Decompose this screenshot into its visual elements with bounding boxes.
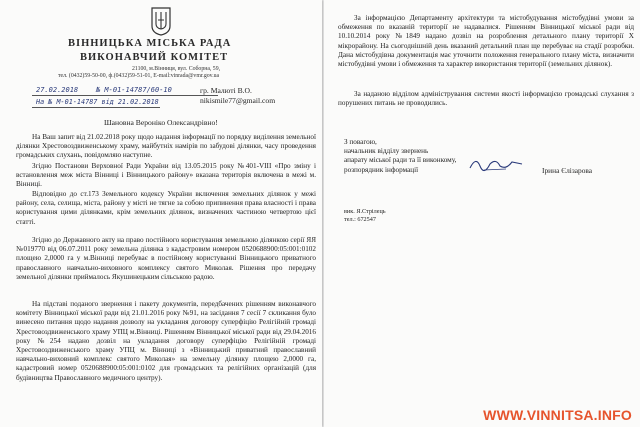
committee-name: ВИКОНАВЧИЙ КОМІТЕТ	[80, 52, 229, 63]
closing-line: апарату міської ради та її виконкому,	[344, 156, 457, 165]
outgoing-date: 27.02.2018	[36, 86, 79, 94]
paragraph-3: Відповідно до ст.173 Земельного кодексу України включення земельних ділянок у межі району, села, селища, міста, району у місті не тягне за собою припинення права власності і права користування цими ділянками, крім земельних ділянок, визначених частиною четвертою цієї статті.	[16, 190, 316, 226]
paragraph-2: Згідно Постанови Верховної Ради України від 13.05.2015 року №401-VIII «Про зміну і встановлення меж міста Вінниці і Вінницького району» вказана територія включена в межі м. Вінниці.	[16, 162, 316, 189]
paragraph-4: Згідно до Державного акту на право постійного користування земельною ділянкою серії ЯЯ №019770 від 06.07.2011 року земельна ділянка з кадастровим номером 0520688900:05:001:0102 площею 2,0000 га у м.Вінниці перебуває в постійному користуванні Вінницького приватного православного навчально-виховного комплексу святого Миколая. Рішення про передачу земельної ділянки приймалось Якушинецьким сільською радою.	[16, 236, 316, 281]
executor-name: вик. Я.Стрілець	[344, 208, 386, 215]
reply-reference: На № М-01-14787 від 21.02.2018	[36, 98, 159, 106]
coat-of-arms-icon	[150, 6, 172, 36]
council-name: ВІННИЦЬКА МІСЬКА РАДА	[68, 38, 232, 49]
signature-icon	[466, 154, 526, 174]
recipient-email: nikismile77@gmail.com	[200, 96, 276, 105]
page2-paragraph-2: За наданою відділом адміністрування системи якості інформацією громадські слухання з порушених питань не проводились.	[338, 90, 634, 108]
recipient-name: гр. Малюті В.О.	[200, 86, 252, 95]
closing-line: начальник відділу звернень	[344, 147, 429, 156]
paragraph-1: На Ваш запит від 21.02.2018 року щодо надання інформації по порядку виділення земельної ділянки Хрестовоздвиженському храму, майбутніх намірів по забудові ділянки, часу проведення громадських слухань, повідомляю наступне.	[16, 133, 316, 160]
letter-page-2	[324, 0, 640, 427]
address-line-1: 21100, м.Вінниця, вул. Соборна, 59,	[132, 66, 221, 72]
site-watermark: WWW.VINNITSA.INFO	[483, 407, 632, 423]
closing-block	[344, 138, 456, 175]
date-number-underline	[32, 95, 218, 96]
address-line-2: тел. (0432)59-50-00, ф.(0432)59-51-01, E-mail:vinrada@vmr.gov.ua	[58, 73, 220, 79]
executor-phone: тел.: 672547	[344, 216, 376, 223]
reply-reference-underline	[32, 107, 160, 108]
signer-name: Ірина Єлізарова	[542, 166, 593, 175]
salutation: Шановна Вероніко Олександрівно!	[104, 118, 218, 127]
paragraph-5: На підставі поданого звернення і пакету документів, передбачених рішенням виконавчого комітету Вінницької міської ради від 21.01.2016 року №91, на засідання 7 сесії 7 скликання було винесено питання щодо надання дозволу на укладання договору суперфіцію Релігійній громаді Хрестовоздвиженського храму УПЦ м.Вінниці. Рішенням Вінницької міської ради від 29.04.2016 року №254 надано дозвіл на укладання договору суперфіцію Релігійній громаді Хрестовоздвиженського храму УПЦ м. Вінниці з «Вінницький приватний православний навчально-виховний комплекс святого Миколая» на земельну ділянку площею 2,0000 га, кадастровий номер 0520688900:05:001:0102 для громадських та релігійних організацій (для будівництва Православного медичного центру).	[16, 300, 316, 382]
closing-line: розпорядник інформації	[344, 165, 419, 174]
page2-paragraph-1: За інформацією Департаменту архітектури та містобудування містобудівні умови за обмеження по вказаній території не надавалися. Рішенням Вінницької міської ради від 10.10.2014 року №1849 надано дозвіл на розроблення детального плану території X мікрорайону. На сьогоднішній день вказаний детальний план ще перебуває на стадії розробки. Дана містобудівна документація має уточнити положення генерального плану міста, визначити містобудівні умови і обмеження та характер використання території (земельних ділянок).	[338, 14, 634, 69]
outgoing-number: № М-01-14787/60-10	[96, 86, 172, 94]
closing-line: З повагою,	[344, 138, 377, 146]
